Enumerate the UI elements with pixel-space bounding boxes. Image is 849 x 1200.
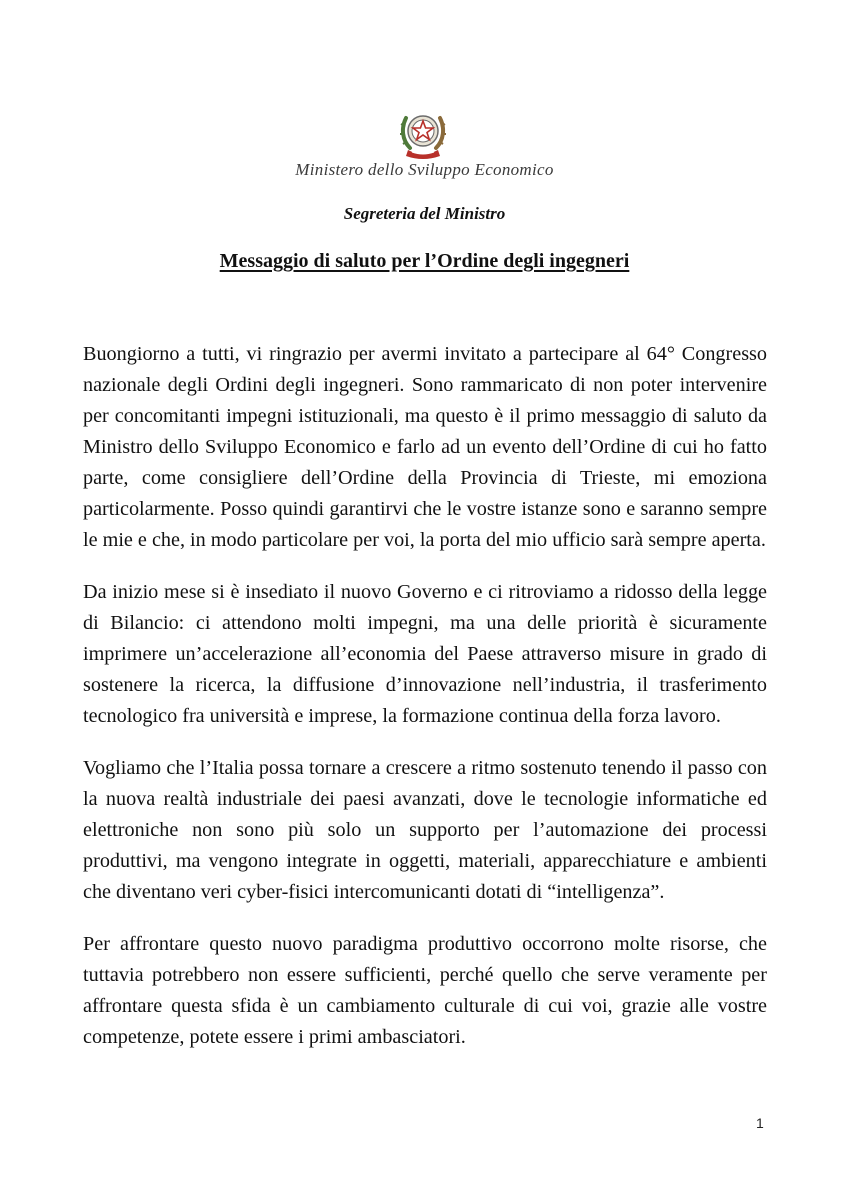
ministry-name: Ministero dello Sviluppo Economico [295, 160, 554, 179]
paragraph: Buongiorno a tutti, vi ringrazio per avermi invitato a partecipare al 64° Congresso nazionale degli Ordini degli ingegneri. Sono rammaricato di non poter intervenire per concomitanti impegni istituzionali, ma questo è il primo messaggio di saluto da Ministro dello Sviluppo Economico e farlo ad un evento dell’Ordine di cui ho fatto parte, come consigliere dell’Ordine della Provincia di Trieste, mi emoziona particolarmente. Posso quindi garantirvi che le vostre istanze sono e saranno sempre le mie e che, in modo particolare per voi, la porta del mio ufficio sarà sempre aperta. [83, 343, 767, 551]
italian-republic-emblem-icon [398, 104, 448, 162]
paragraph: Da inizio mese si è insediato il nuovo Governo e ci ritroviamo a ridosso della legge di Bilancio: ci attendono molti impegni, ma una delle priorità è sicuramente imprimere un’accelerazione all’economia del Paese attraverso misure in grado di sostenere la ricerca, la diffusione d’innovazione nell’industria, il trasferimento tecnologico fra università e imprese, la formazione continua della forza lavoro. [83, 581, 767, 727]
document-body [83, 339, 767, 1074]
paragraph: Vogliamo che l’Italia possa tornare a crescere a ritmo sostenuto tenendo il passo con la nuova realtà industriale dei paesi avanzati, dove le tecnologie informatiche ed elettroniche non sono più solo un supporto per l’automazione dei processi produttivi, ma vengono integrate in oggetti, materiali, apparecchiature e ambienti che diventano veri cyber-fisici intercomunicanti dotati di “intelligenza”. [83, 757, 767, 903]
secretariat-heading: Segreteria del Ministro [343, 204, 506, 223]
paragraph: Per affrontare questo nuovo paradigma produttivo occorrono molte risorse, che tuttavia potrebbero non essere sufficienti, perché quello che serve veramente per affrontare questa sfida è un cambiamento culturale di cui voi, grazie alle vostre competenze, potete essere i primi ambasciatori. [83, 933, 767, 1048]
document-title: Messaggio di saluto per l’Ordine degli ingegneri [219, 250, 630, 272]
page-number: 1 [756, 1115, 764, 1131]
